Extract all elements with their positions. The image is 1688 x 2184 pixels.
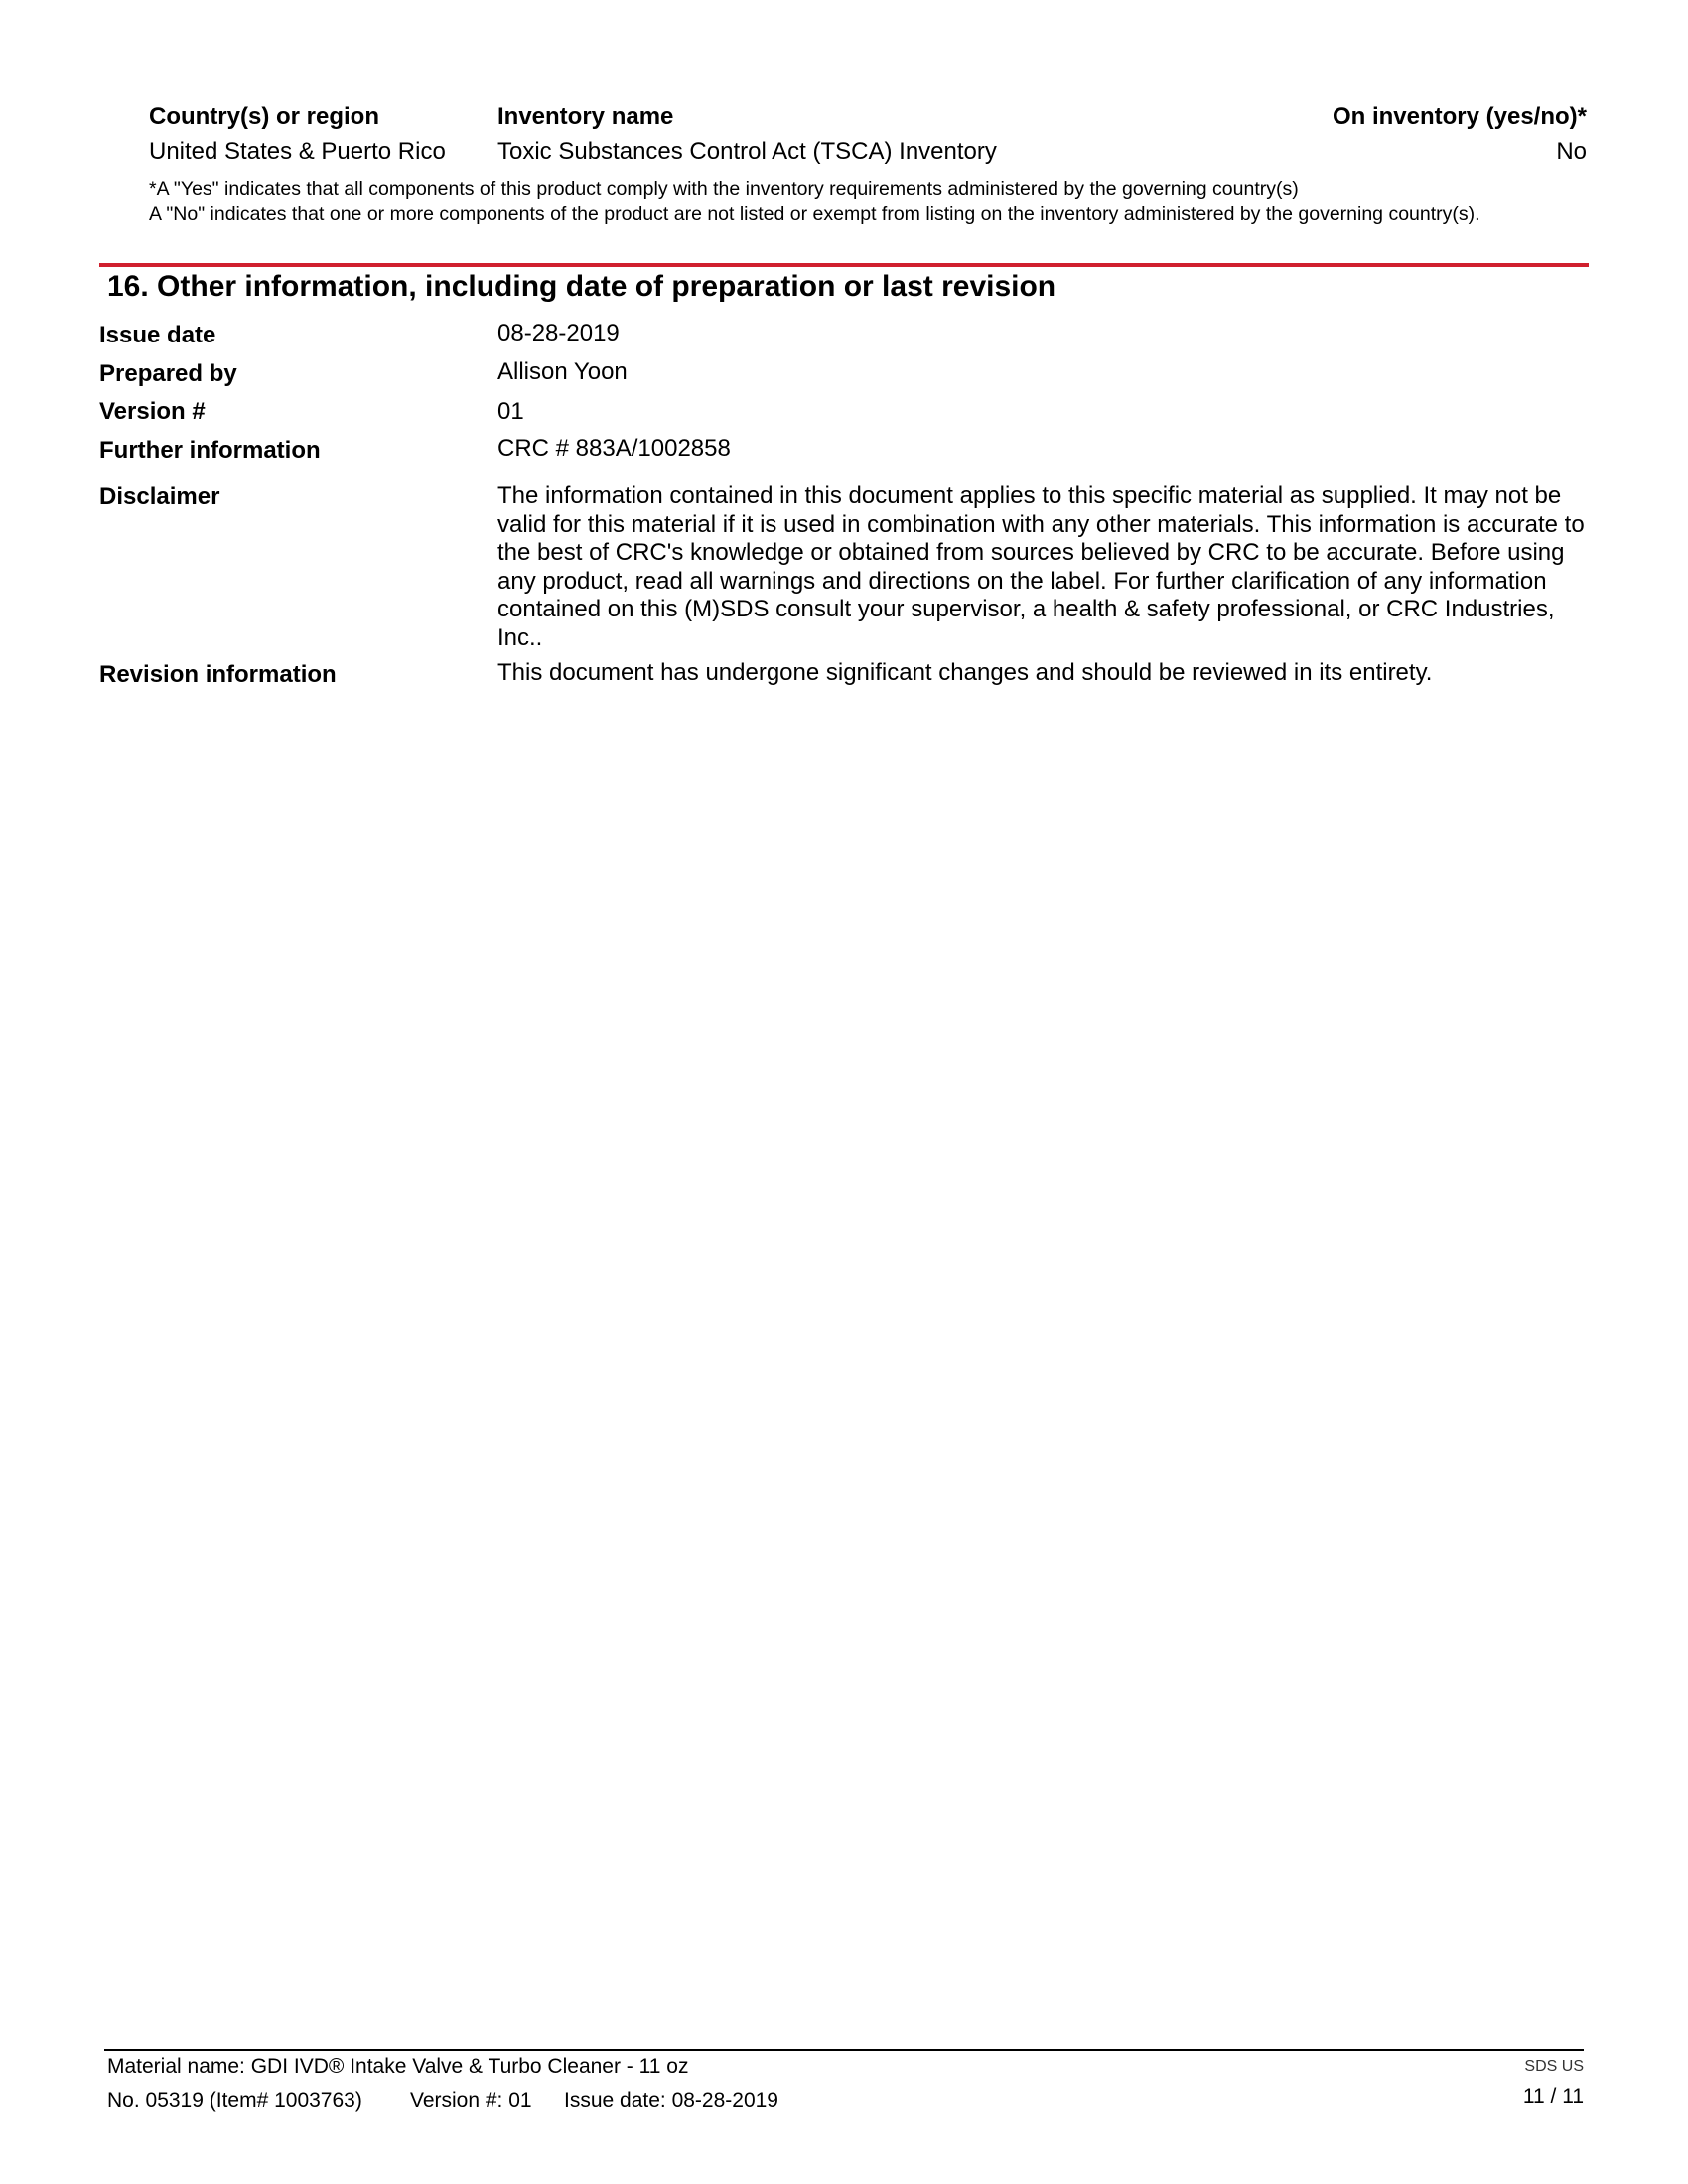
inventory-note-yes: *A "Yes" indicates that all components of this product comply with the inventory requirements administered by the governing country(s) xyxy=(149,178,1299,200)
footer-material-name: Material name: GDI IVD® Intake Valve & Turbo Cleaner - 11 oz xyxy=(107,2055,689,2078)
footer-item-number: No. 05319 (Item# 1003763) xyxy=(107,2089,362,2112)
further-information-value: CRC # 883A/1002858 xyxy=(497,435,731,462)
inventory-footnote xyxy=(149,176,1579,227)
inventory-row-country: United States & Puerto Rico xyxy=(149,138,446,165)
section-16-title: 16. Other information, including date of preparation or last revision xyxy=(107,270,1056,303)
revision-information-value: This document has undergone significant changes and should be reviewed in its entirety. xyxy=(497,659,1433,686)
issue-date-value: 08-28-2019 xyxy=(497,320,620,346)
footer-version: Version #: 01 xyxy=(410,2089,532,2112)
disclaimer-label: Disclaimer xyxy=(99,483,220,510)
inventory-header-country: Country(s) or region xyxy=(149,103,379,130)
inventory-header-name: Inventory name xyxy=(497,103,674,130)
footer-page-number: 11 / 11 xyxy=(1522,2085,1584,2108)
version-label: Version # xyxy=(99,398,206,425)
footer-issue-date: Issue date: 08-28-2019 xyxy=(564,2089,778,2112)
further-information-label: Further information xyxy=(99,437,321,464)
footer-document-type: SDS US xyxy=(1524,2058,1584,2075)
inventory-header-on-inventory: On inventory (yes/no)* xyxy=(1332,103,1587,130)
inventory-row-on-inventory: No xyxy=(1556,138,1587,165)
prepared-by-value: Allison Yoon xyxy=(497,358,628,385)
footer-rule xyxy=(104,2049,1584,2051)
revision-information-label: Revision information xyxy=(99,661,337,688)
prepared-by-label: Prepared by xyxy=(99,360,237,387)
disclaimer-text: The information contained in this document applies to this specific material as supplied. It may not be valid for this material if it is used in combination with any other materials. This information is accurate to the best of CRC's knowledge or obtained from sources believed by CRC to be accurate. Before using any product, read all warnings and directions on the label. For further clarification of any information contained on this (M)SDS consult your supervisor, a health & safety professional, or CRC Industries, Inc.. xyxy=(497,482,1585,651)
inventory-note-no: A "No" indicates that one or more components of the product are not listed or exempt from listing on the inventory administered by the governing country(s). xyxy=(149,204,1480,225)
issue-date-label: Issue date xyxy=(99,322,216,348)
section-divider-rule xyxy=(99,263,1589,267)
version-value: 01 xyxy=(497,398,524,425)
inventory-row-name: Toxic Substances Control Act (TSCA) Inventory xyxy=(497,138,997,165)
